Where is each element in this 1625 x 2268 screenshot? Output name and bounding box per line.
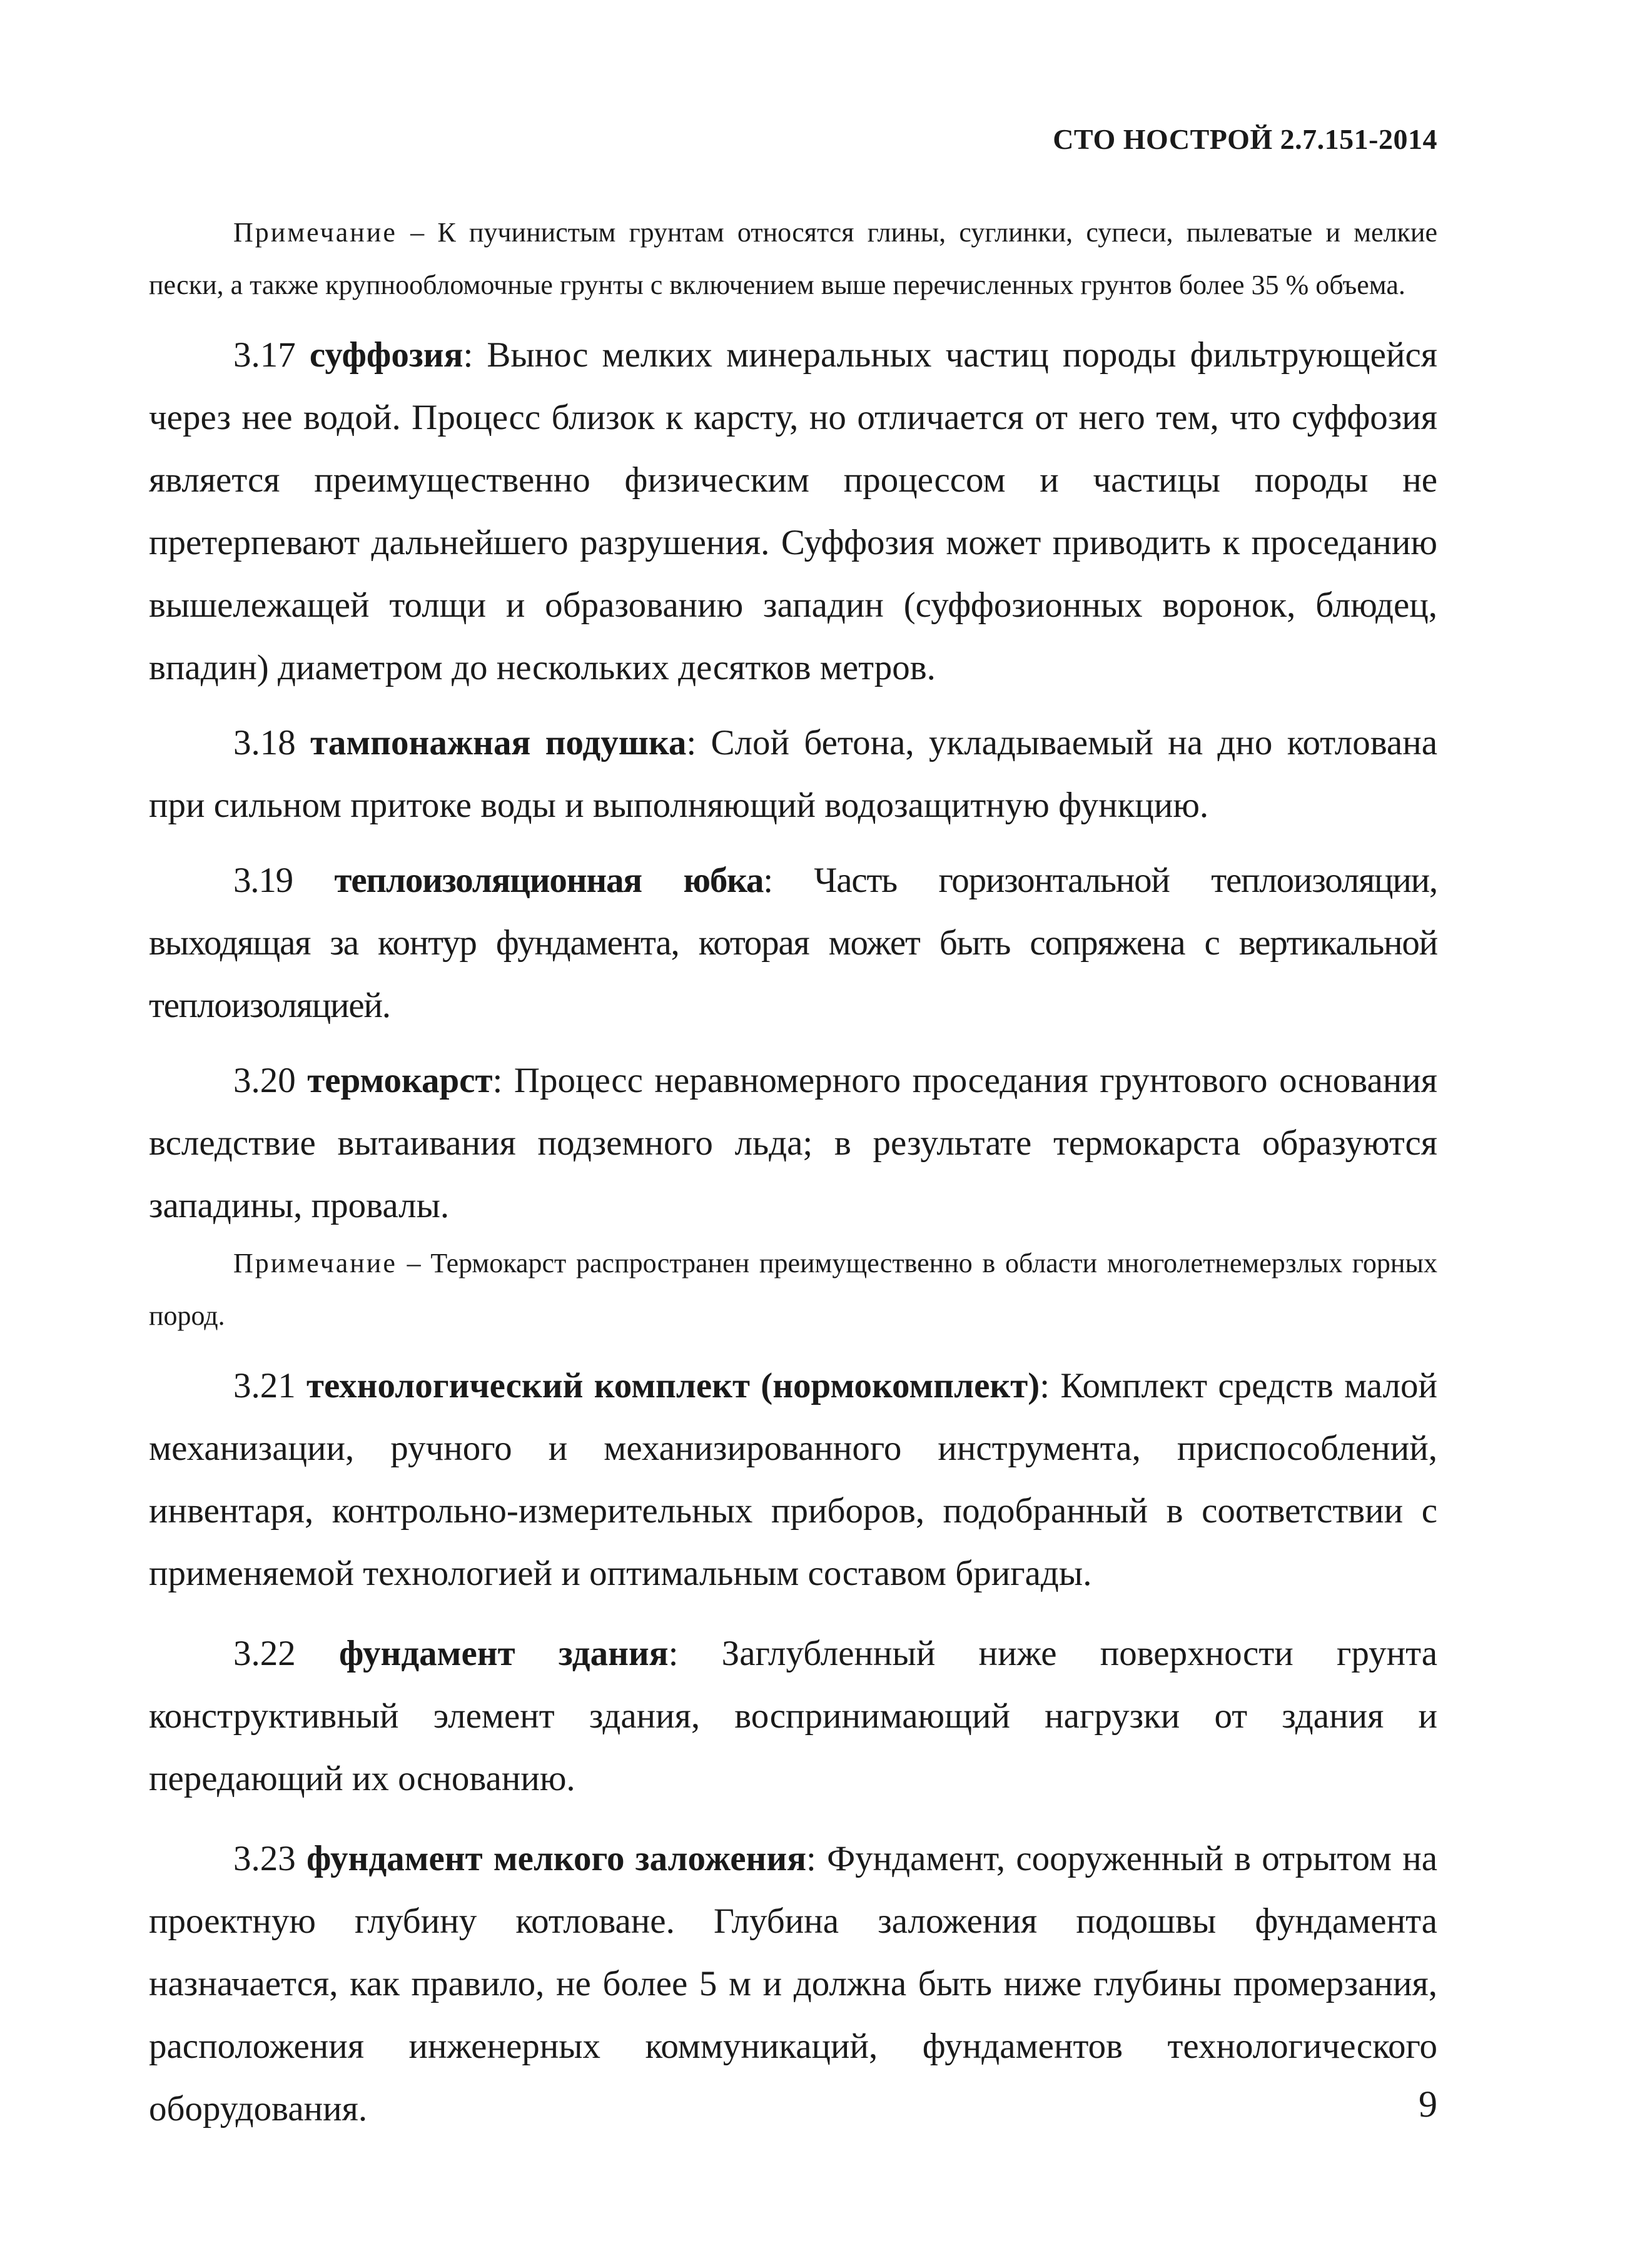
term-definition-3-21: [149, 1355, 1437, 1605]
term-name: тампонажная подушка: [310, 723, 687, 762]
term-number: 3.21: [233, 1366, 296, 1405]
term-definition: : Слой бетона, укладываемый на дно котлована при сильном притоке воды и выполняющий водозащитную функцию.: [149, 723, 1438, 825]
page-number: 9: [1419, 2083, 1437, 2125]
term-number: 3.18: [233, 723, 296, 762]
term-number: 3.23: [233, 1839, 296, 1878]
term-definition: : Комплект средств малой механизации, ручного и механизированного инструмента, приспособлений, инвентаря, контрольно-измерительных приборов, подобранный в соответствии с применяемой технологией и оптимальным составом бригады.: [149, 1366, 1438, 1593]
term-name: суффозия: [309, 335, 463, 375]
document-code-header: СТО НОСТРОЙ 2.7.151-2014: [1053, 123, 1437, 155]
term-definition: : Часть горизонтальной теплоизоляции, выходящая за контур фундамента, которая может быть сопряжена с вертикальной теплоизоляцией.: [149, 861, 1437, 1025]
term-definition-3-20: [149, 1050, 1437, 1237]
term-definition-3-22: [149, 1623, 1437, 1810]
term-definition: : Вынос мелких минеральных частиц породы фильтрующейся через нее водой. Процесс близок к карсту, но отличается от него тем, что суффозия является преимущественно физическим процессом и частицы породы не претерпевают дальнейшего разрушения. Суффозия может приводить к проседанию вышележащей толщи и образованию западин (суффозионных воронок, блюдец, впадин) диаметром до нескольких десятков метров.: [149, 335, 1437, 687]
note-label: Примечание: [233, 1248, 397, 1278]
term-name: фундамент мелкого заложения: [306, 1839, 807, 1878]
term-definition: : Процесс неравномерного проседания грунтового основания вследствие вытаивания подземного льда; в результате термокарста образуются западины, провалы.: [149, 1061, 1437, 1225]
term-name: термокарст: [307, 1061, 493, 1100]
term-number: 3.22: [233, 1634, 296, 1673]
term-name: технологический комплект (нормокомплект): [306, 1366, 1040, 1405]
term-definition-3-18: [149, 712, 1437, 837]
note-paragraph: [149, 206, 1437, 311]
term-definition-3-17: [149, 324, 1437, 699]
note-label: Примечание: [233, 217, 397, 248]
note-text: – К пучинистым грунтам относятся глины, суглинки, супеси, пылеватые и мелкие пески, а также крупнообломочные грунты с включением выше перечисленных грунтов более 35 % объема.: [149, 217, 1437, 300]
note-text: – Термокарст распространен преимущественно в области многолетнемерзлых горных пород.: [149, 1248, 1437, 1331]
term-name: теплоизоляционная юбка: [334, 861, 764, 900]
term-name: фундамент здания: [338, 1634, 669, 1673]
note-paragraph: [149, 1237, 1437, 1342]
term-definition: : Фундамент, сооруженный в отрытом на проектную глубину котловане. Глубина заложения подошвы фундамента назначается, как правило, не более 5 м и должна быть ниже глубины промерзания, расположения инженерных коммуникаций, фундаментов технологического оборудования.: [149, 1839, 1438, 2129]
page-content: [149, 206, 1437, 2140]
term-definition-3-23: [149, 1828, 1437, 2140]
term-number: 3.17: [233, 335, 296, 375]
term-definition: : Заглубленный ниже поверхности грунта конструктивный элемент здания, воспринимающий нагрузки от здания и передающий их основанию.: [149, 1634, 1438, 1798]
term-definition-3-19: [149, 849, 1437, 1037]
term-number: 3.19: [233, 861, 293, 900]
term-number: 3.20: [233, 1061, 296, 1100]
